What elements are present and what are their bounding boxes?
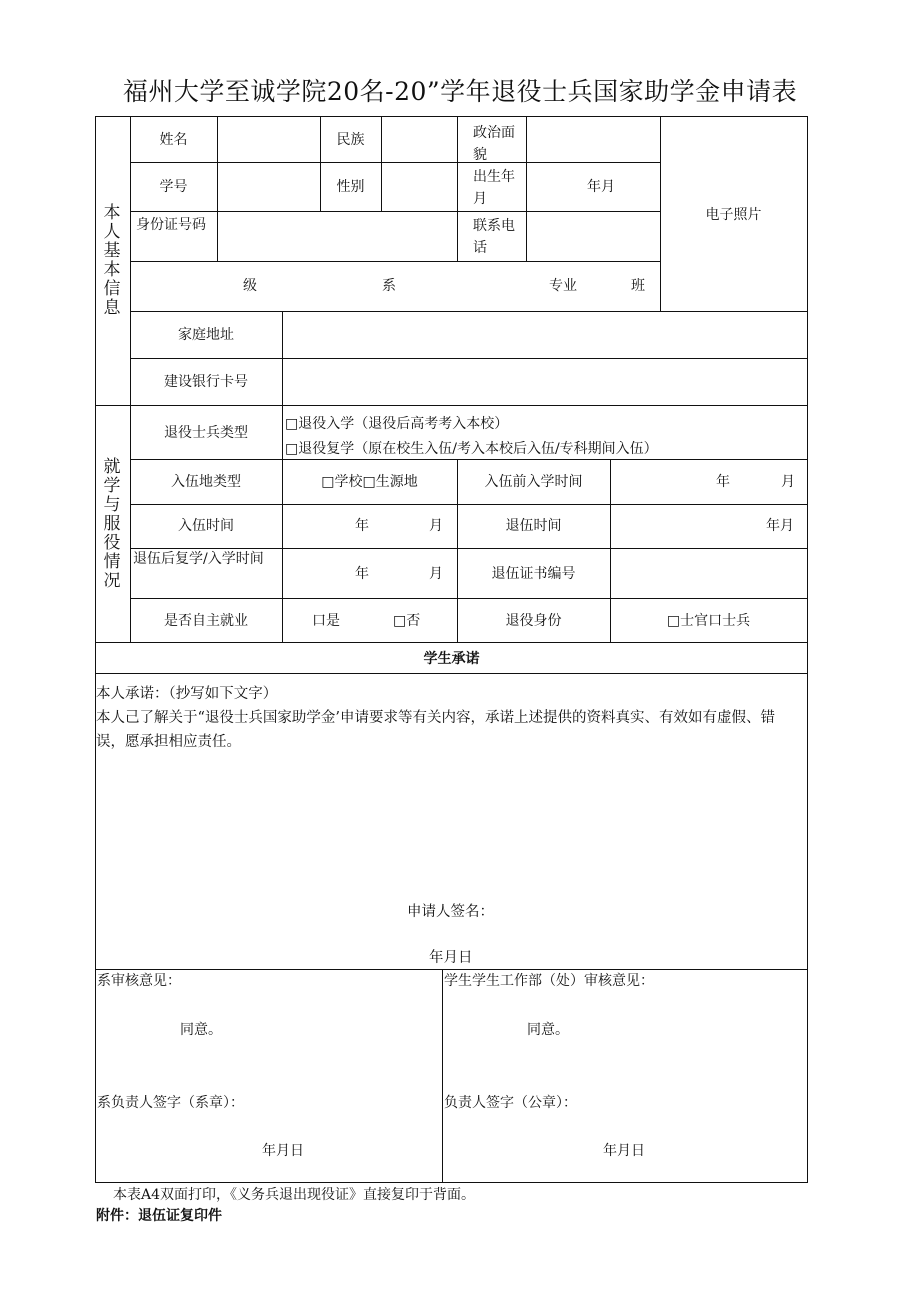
discharge-value: 年月 (766, 518, 794, 534)
identity-options[interactable]: □士官口士兵 (666, 613, 751, 629)
enlist-place-options[interactable]: □学校□生源地 (321, 474, 418, 490)
name-label: 姓名 (159, 132, 188, 148)
hline (95, 673, 808, 674)
print-note: 本表A4双面打印，《义务兵退出现役证》直接复印于背面。 (113, 1187, 476, 1203)
gender-label: 性别 (336, 179, 365, 195)
enlist-place-label: 入伍地类型 (171, 474, 241, 490)
hline (95, 405, 808, 406)
pre-enroll-month: 月 (781, 474, 795, 490)
attachment-note: 附件：退伍证复印件 (96, 1208, 222, 1224)
pledge-date: 年月日 (429, 950, 473, 966)
discharge-time-label: 退伍时间 (505, 518, 562, 534)
office-sign-label: 负责人签字（公章）： (444, 1095, 577, 1111)
vline (381, 116, 382, 211)
pre-enroll-label: 入伍前入学时间 (484, 474, 583, 490)
hline (95, 969, 808, 970)
section-basic-info: 本人基本信息 (103, 203, 121, 318)
identity-label: 退役身份 (505, 613, 562, 629)
pledge-line2: 本人己了解关于“退役士兵国家助学金’申请要求等有关内容，承诺上述提供的资料真实、有效如有虚假、错误，愿承担相应责任。 (96, 710, 776, 750)
veteran-type-option-resume[interactable]: □退役复学（原在校生入伍/考入本校后入伍/专科期间入伍） (285, 441, 658, 457)
vline (457, 116, 458, 261)
political-label: 政治面貌 (473, 125, 515, 163)
student-id-label: 学号 (159, 179, 188, 195)
return-month: 月 (429, 566, 443, 582)
dept-agree: 同意。 (180, 1022, 222, 1038)
hline (130, 261, 660, 262)
veteran-type-option-enroll[interactable]: □退役入学（退役后高考考入本校） (285, 416, 509, 432)
class-label: 班 (631, 278, 645, 294)
major-label: 专业 (549, 278, 577, 294)
dept-date: 年月日 (262, 1143, 304, 1159)
birth-value: 年月 (587, 179, 615, 195)
id-card-label: 身份证号码 (136, 217, 206, 233)
birth-label: 出生年月 (473, 169, 515, 207)
office-date: 年月日 (603, 1143, 645, 1159)
address-label: 家庭地址 (178, 327, 234, 343)
grade-label: 级 (243, 278, 257, 294)
return-year: 年 (355, 566, 369, 582)
hline (130, 459, 807, 460)
hline (130, 211, 660, 212)
hline (130, 311, 807, 312)
dept-sign-label: 系负责人签字（系章）： (97, 1095, 244, 1111)
hline (95, 642, 808, 643)
vline (217, 116, 218, 261)
applicant-sign-label: 申请人签名： (407, 904, 494, 920)
enlist-month: 月 (429, 518, 443, 534)
pledge-line1: 本人承诺：（抄写如下文字） (96, 686, 278, 702)
hline (130, 598, 807, 599)
section-service-info: 就学与服役情况 (103, 457, 121, 591)
self-employ-yes[interactable]: 口是 (312, 613, 340, 629)
dept-label: 系 (382, 278, 396, 294)
ethnicity-label: 民族 (336, 132, 365, 148)
page-title: 福州大学至诚学院20名-20”学年退役士兵国家助学金申请表 (122, 77, 798, 106)
pre-enroll-year: 年 (716, 474, 730, 490)
dept-review-label: 系审核意见： (97, 973, 181, 989)
border-top (95, 116, 808, 117)
office-review-label: 学生学生工作部（处）审核意见： (444, 973, 654, 989)
border-bottom (95, 1182, 808, 1183)
phone-label: 联系电话 (473, 218, 515, 256)
self-employ-no[interactable]: □否 (393, 613, 421, 629)
veteran-type-label: 退役士兵类型 (164, 425, 248, 441)
pledge-header: 学生承诺 (423, 651, 480, 667)
photo-label: 电子照片 (705, 207, 762, 223)
self-employ-label: 是否自主就业 (164, 613, 248, 629)
return-time-label: 退伍后复学/入学时间 (133, 551, 264, 567)
hline (130, 504, 807, 505)
hline (130, 548, 807, 549)
hline (130, 358, 807, 359)
office-agree: 同意。 (527, 1022, 569, 1038)
vline (442, 969, 443, 1182)
bank-label: 建设银行卡号 (164, 374, 248, 390)
enlist-year: 年 (355, 518, 369, 534)
enlist-time-label: 入伍时间 (178, 518, 234, 534)
cert-number-label: 退伍证书编号 (491, 566, 576, 582)
hline (130, 162, 660, 163)
